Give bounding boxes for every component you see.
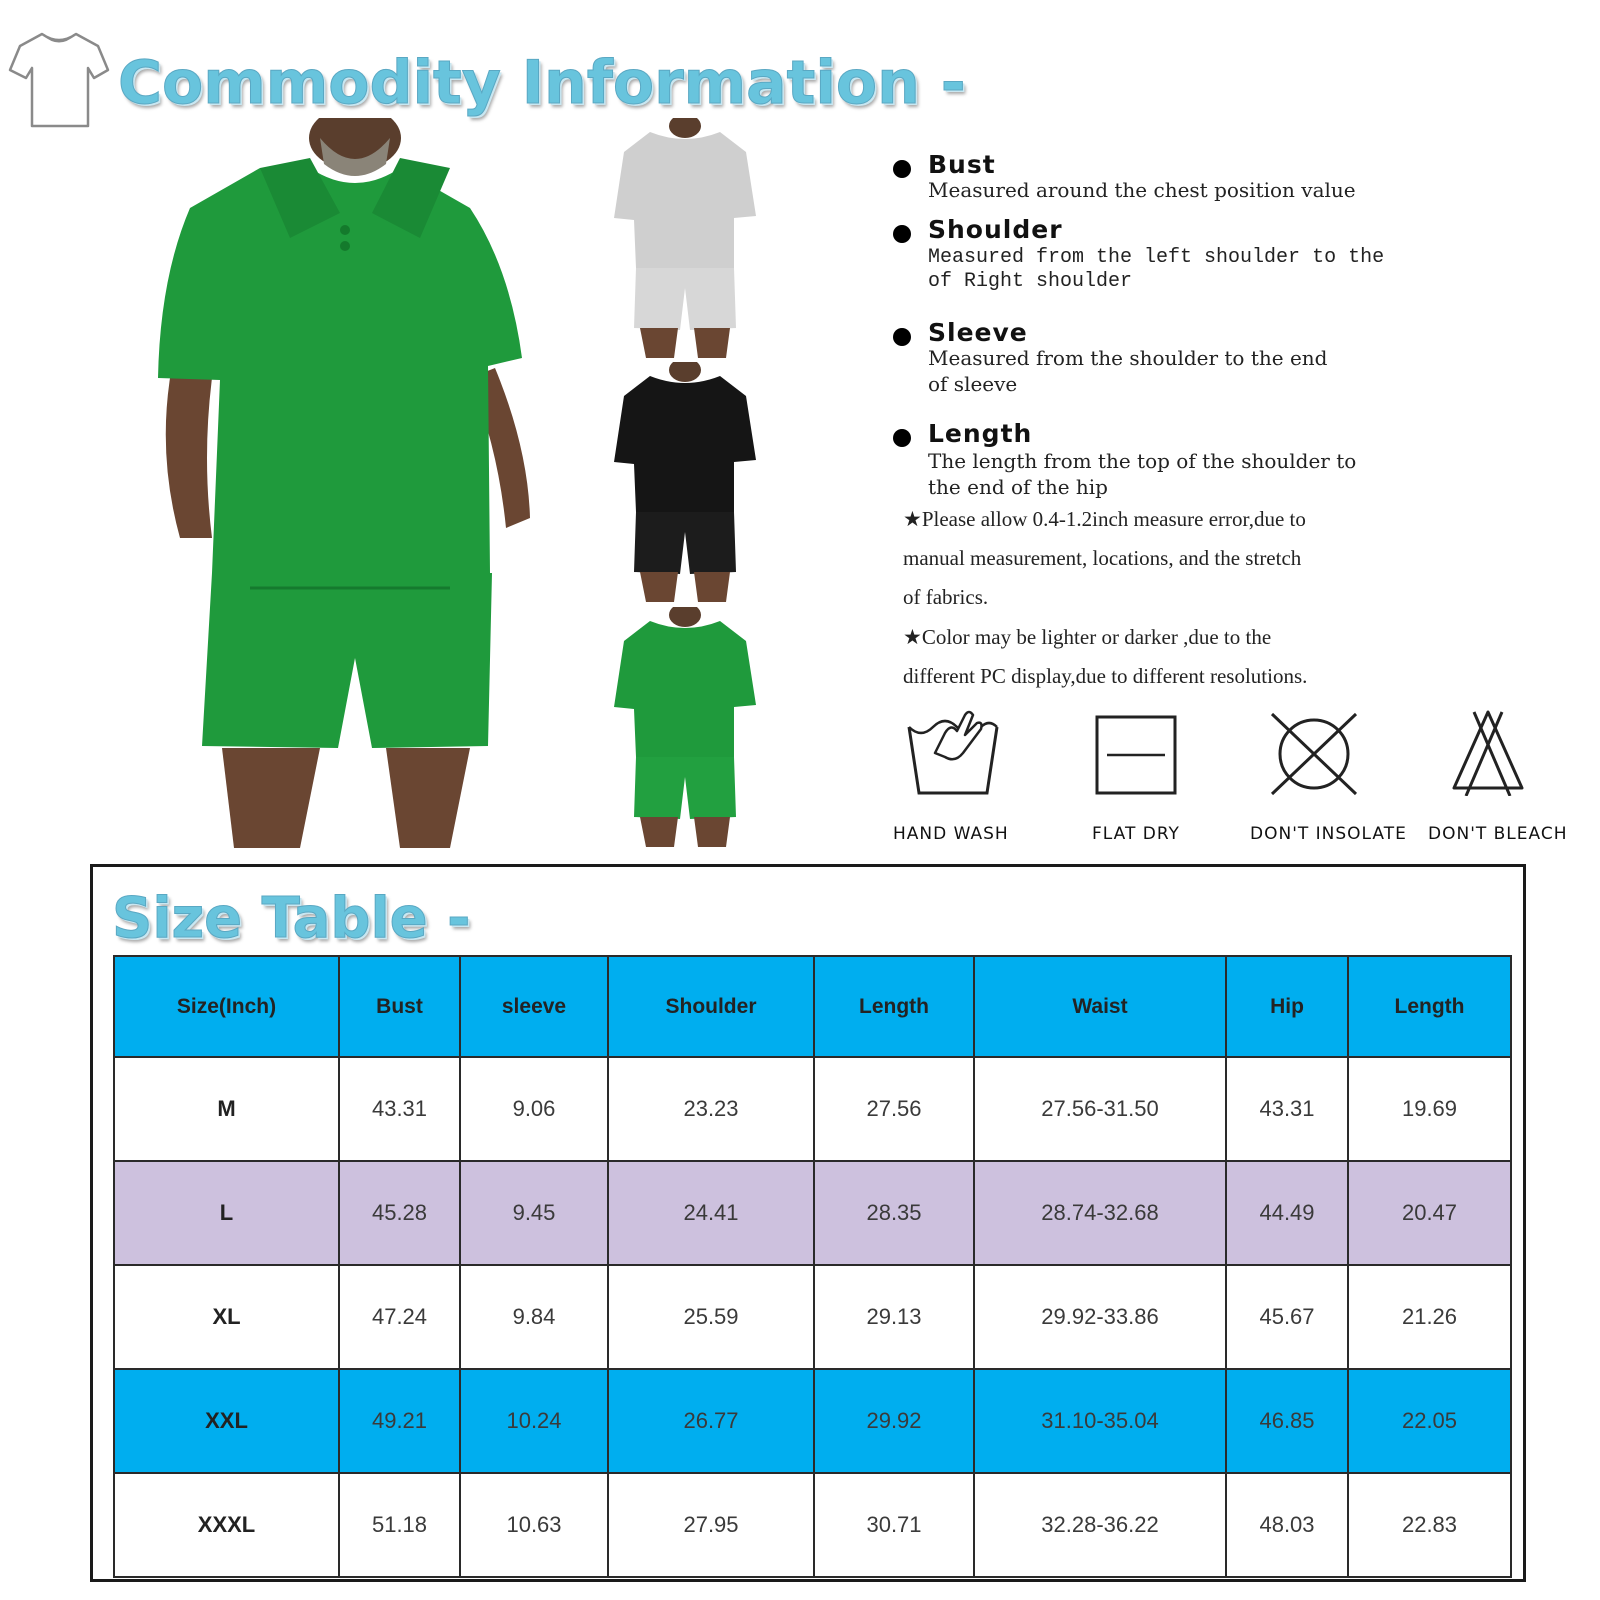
measurement-desc-bust: Measured around the chest position value: [928, 178, 1356, 202]
table-cell: 26.77: [608, 1369, 814, 1473]
dont-insolate-icon: [1268, 710, 1360, 798]
product-thumbnail-black: [610, 362, 760, 602]
table-row: [114, 1057, 1511, 1161]
table-cell: 28.74-32.68: [974, 1161, 1226, 1265]
table-cell: 24.41: [608, 1161, 814, 1265]
table-cell: 21.26: [1348, 1265, 1511, 1369]
note-line: ★Color may be lighter or darker ,due to the: [903, 625, 1272, 649]
table-cell: 46.85: [1226, 1369, 1348, 1473]
table-cell: 44.49: [1226, 1161, 1348, 1265]
table-cell: 29.13: [814, 1265, 974, 1369]
hand-wash-icon: [905, 705, 1001, 795]
product-thumbnail-green: [610, 607, 760, 847]
table-cell: 47.24: [339, 1265, 460, 1369]
measurement-desc-length-line1: The length from the top of the shoulder to: [928, 449, 1357, 473]
table-cell: 30.71: [814, 1473, 974, 1577]
table-cell-size: M: [114, 1057, 339, 1161]
table-cell: 9.84: [460, 1265, 608, 1369]
table-cell: 9.06: [460, 1057, 608, 1161]
table-row: [114, 1369, 1511, 1473]
measurement-title-shoulder: Shoulder: [928, 215, 1063, 244]
table-cell: 27.56: [814, 1057, 974, 1161]
size-table-title: Size Table -: [112, 886, 471, 951]
table-cell-size: L: [114, 1161, 339, 1265]
measurement-title-sleeve: Sleeve: [928, 318, 1028, 347]
table-row: [114, 1473, 1511, 1577]
column-header-shorts-length: Length: [1348, 956, 1511, 1057]
table-cell-size: XL: [114, 1265, 339, 1369]
table-cell: 29.92-33.86: [974, 1265, 1226, 1369]
size-table: [113, 955, 1512, 1578]
table-header-row: [114, 956, 1511, 1057]
measurement-desc-shoulder-line2: of Right shoulder: [928, 270, 1133, 293]
table-cell: 31.10-35.04: [974, 1369, 1226, 1473]
column-header-sleeve: sleeve: [460, 956, 608, 1057]
table-cell: 29.92: [814, 1369, 974, 1473]
dont-bleach-icon: [1450, 708, 1526, 796]
table-row: [114, 1265, 1511, 1369]
measurement-desc-sleeve-line1: Measured from the shoulder to the end: [928, 346, 1328, 370]
measurement-desc-sleeve-line2: of sleeve: [928, 372, 1018, 396]
note-line: of fabrics.: [903, 585, 989, 609]
product-thumbnail-grey: [610, 118, 760, 358]
tshirt-icon: [8, 28, 110, 130]
bullet-icon: [893, 225, 911, 243]
table-cell: 28.35: [814, 1161, 974, 1265]
bullet-icon: [893, 160, 911, 178]
note-line: manual measurement, locations, and the stretch: [903, 546, 1302, 570]
table-cell: 22.05: [1348, 1369, 1511, 1473]
table-cell: 10.63: [460, 1473, 608, 1577]
note-line: ★Please allow 0.4-1.2inch measure error,due to: [903, 507, 1306, 531]
table-cell: 48.03: [1226, 1473, 1348, 1577]
table-cell: 43.31: [339, 1057, 460, 1161]
table-cell: 10.24: [460, 1369, 608, 1473]
care-label-dont-insolate: DON'T INSOLATE: [1250, 824, 1407, 844]
measurement-title-length: Length: [928, 419, 1033, 448]
bullet-icon: [893, 429, 911, 447]
table-cell: 22.83: [1348, 1473, 1511, 1577]
table-cell: 23.23: [608, 1057, 814, 1161]
table-cell: 19.69: [1348, 1057, 1511, 1161]
table-cell: 9.45: [460, 1161, 608, 1265]
measurement-desc-shoulder-line1: Measured from the left shoulder to the: [928, 246, 1385, 269]
table-cell-size: XXXL: [114, 1473, 339, 1577]
page-title: Commodity Information -: [118, 48, 966, 118]
bullet-icon: [893, 328, 911, 346]
column-header-size: Size(Inch): [114, 956, 339, 1057]
note-line: different PC display,due to different resolutions.: [903, 664, 1308, 688]
table-cell: 25.59: [608, 1265, 814, 1369]
table-cell-size: XXL: [114, 1369, 339, 1473]
column-header-bust: Bust: [339, 956, 460, 1057]
care-label-hand-wash: HAND WASH: [893, 824, 1009, 844]
table-cell: 45.67: [1226, 1265, 1348, 1369]
table-cell: 51.18: [339, 1473, 460, 1577]
table-row: [114, 1161, 1511, 1265]
table-cell: 20.47: [1348, 1161, 1511, 1265]
column-header-waist: Waist: [974, 956, 1226, 1057]
care-label-dont-bleach: DON'T BLEACH: [1428, 824, 1568, 844]
column-header-shoulder: Shoulder: [608, 956, 814, 1057]
table-cell: 32.28-36.22: [974, 1473, 1226, 1577]
product-main-image: [150, 118, 560, 848]
table-cell: 27.56-31.50: [974, 1057, 1226, 1161]
care-label-flat-dry: FLAT DRY: [1092, 824, 1180, 844]
measurement-title-bust: Bust: [928, 150, 996, 179]
table-cell: 43.31: [1226, 1057, 1348, 1161]
table-cell: 49.21: [339, 1369, 460, 1473]
column-header-hip: Hip: [1226, 956, 1348, 1057]
column-header-top-length: Length: [814, 956, 974, 1057]
table-cell: 27.95: [608, 1473, 814, 1577]
measurement-desc-length-line2: the end of the hip: [928, 475, 1108, 499]
table-cell: 45.28: [339, 1161, 460, 1265]
flat-dry-icon: [1095, 715, 1177, 795]
